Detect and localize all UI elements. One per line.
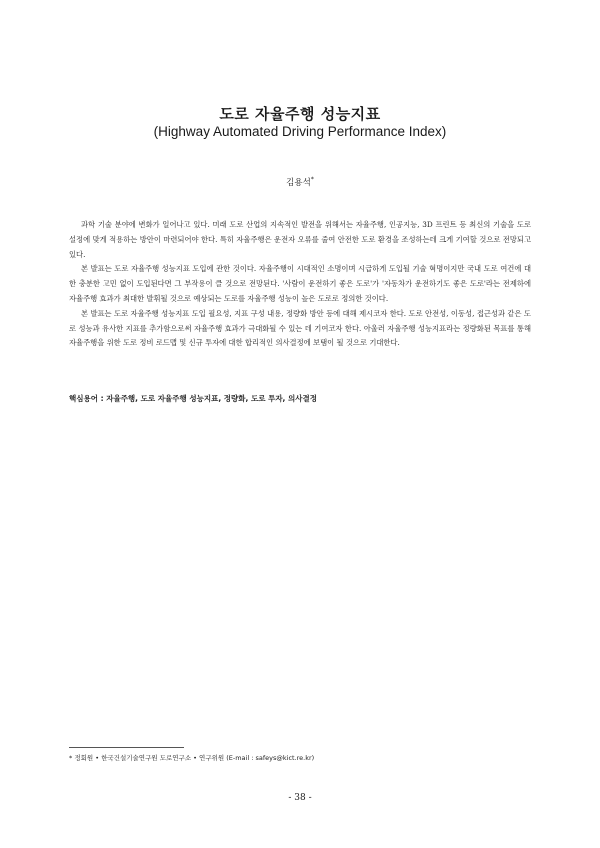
abstract-paragraph-3: 본 발표는 도로 자율주행 성능지표 도입 필요성, 지표 구성 내용, 정량화 방안 등에 대해 제시코자 한다. 도로 안전성, 이동성, 접근성과 같은 도로 성능과 유사한 지표를 추가함으로써 자율주행 효과가 극대화될 수 있는 데 기여코자 한다. 아울러 자율주행 성능지표라는 정량화된 목표를 통해 자율주행을 위한 도로 정비 로드맵 및 신규 투자에 대한 합리적인 의사결정에 보탬이 될 것으로 기대한다. (69, 308, 531, 348)
abstract (69, 218, 531, 351)
footnote-divider (69, 747, 184, 748)
paper-subtitle: (Highway Automated Driving Performance Index) (153, 124, 447, 139)
author-line (0, 176, 600, 188)
paper-title: 도로 자율주행 성능지표 (219, 105, 381, 123)
keywords: 핵심용어 : 자율주행, 도로 자율주행 성능지표, 정량화, 도로 투자, 의사결정 (69, 394, 317, 403)
author-footnote-mark: * (310, 176, 314, 184)
abstract-paragraph-2: 본 발표는 도로 자율주행 성능지표 도입에 관한 것이다. 자율주행이 시대적인 소명이며 시급하게 도입될 기술 혁명이지만 국내 도로 여건에 대한 충분한 고민 없이 도입된다면 그 부작용이 클 것으로 전망된다. '사람이 운전하기 좋은 도로'가 '자동차가 운전하기도 좋은 도로'라는 전제하에 자율주행 효과가 최대한 발휘될 것으로 예상되는 도로를 자율주행 성능이 높은 도로로 정의한 것이다. (69, 264, 531, 303)
abstract-paragraph-1: 과학 기술 분야에 변화가 일어나고 있다. 미래 도로 산업의 지속적인 발전을 위해서는 자율주행, 인공지능, 3D 프린트 등 최신의 기술을 도로 설정에 맞게 적용하는 방안이 마련되어야 한다. 특히 자율주행은 운전자 오류를 줄여 안전한 도로 환경을 조성하는데 크게 기여할 것으로 전망되고 있다. (69, 220, 531, 259)
footnote: * 정회원 • 한국건설기술연구원 도로연구소 • 연구위원 (E-mail : safeys@kict.re.kr) (69, 754, 315, 762)
page-number: - 38 - (288, 793, 312, 803)
author-name: 김용석 (286, 178, 311, 188)
